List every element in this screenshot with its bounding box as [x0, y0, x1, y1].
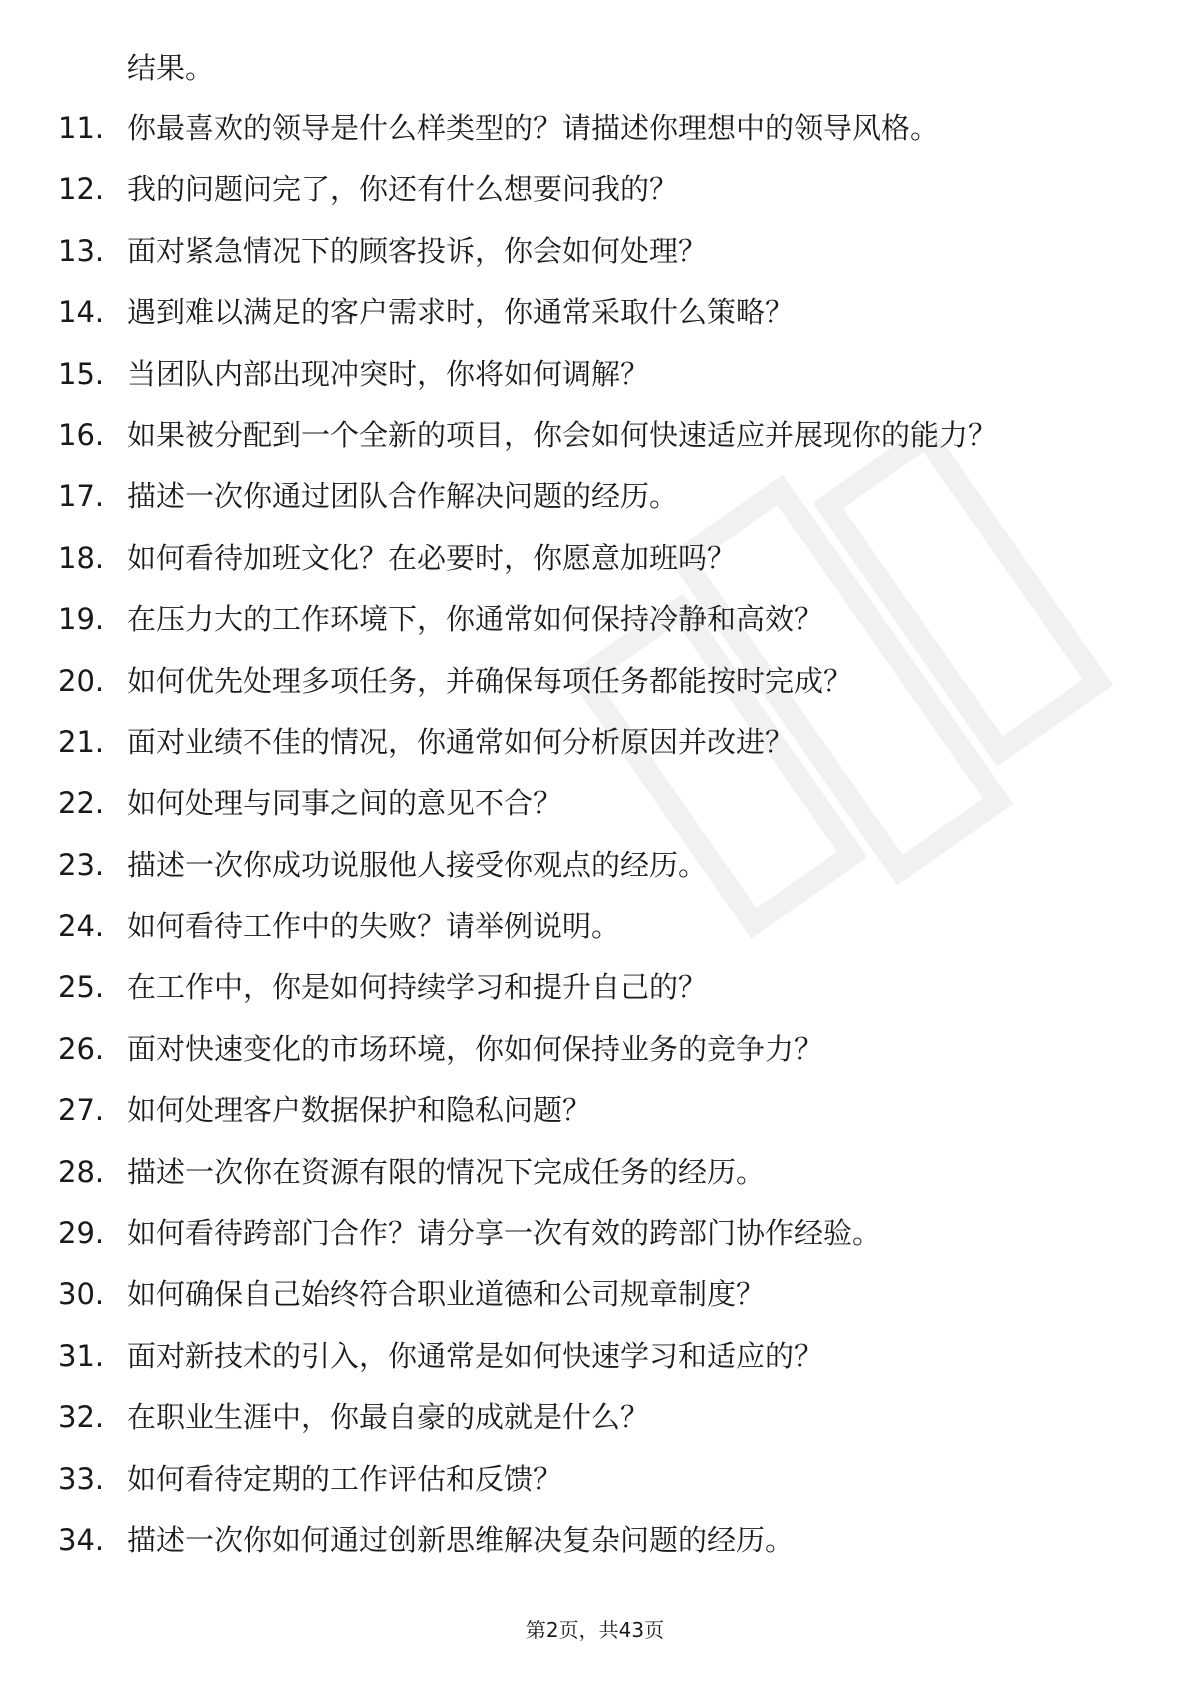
question-number: 19.: [58, 602, 105, 637]
question-number: 27.: [58, 1093, 105, 1128]
question-number: 33.: [58, 1461, 105, 1496]
question-text: 面对业绩不佳的情况，你通常如何分析原因并改进？: [127, 724, 795, 759]
question-number: 14.: [58, 295, 105, 330]
question-text: 如何优先处理多项任务，并确保每项任务都能按时完成？: [127, 663, 853, 698]
question-text: 在职业生涯中，你最自豪的成就是什么？: [127, 1400, 650, 1435]
question-item: [0, 1336, 1190, 1376]
question-number: 18.: [58, 540, 105, 575]
question-number: 29.: [58, 1216, 105, 1251]
question-number: 30.: [58, 1277, 105, 1312]
question-text: 如何看待工作中的失败？请举例说明。: [127, 909, 621, 944]
question-item: [0, 1520, 1190, 1560]
question-number: 21.: [58, 724, 105, 759]
question-item: [0, 108, 1190, 148]
question-item: [0, 722, 1190, 762]
question-text: 描述一次你如何通过创新思维解决复杂问题的经历。: [127, 1522, 795, 1557]
question-item: [0, 967, 1190, 1007]
question-text: 面对紧急情况下的顾客投诉，你会如何处理？: [127, 233, 708, 268]
question-text: 描述一次你在资源有限的情况下完成任务的经历。: [127, 1154, 766, 1189]
question-number: 23.: [58, 847, 105, 882]
question-text: 如何处理与同事之间的意见不合？: [127, 786, 563, 821]
question-item: [0, 661, 1190, 701]
question-number: 11.: [58, 111, 105, 145]
question-text: 如何处理客户数据保护和隐私问题？: [127, 1093, 592, 1128]
question-number: 34.: [58, 1522, 105, 1557]
question-number: 15.: [58, 356, 105, 391]
question-item: [0, 599, 1190, 639]
question-text: 在工作中，你是如何持续学习和提升自己的？: [127, 970, 708, 1005]
question-text: 面对快速变化的市场环境，你如何保持业务的竞争力？: [127, 1031, 824, 1066]
question-item: [0, 1213, 1190, 1253]
question-number: 13.: [58, 233, 105, 268]
question-text: 描述一次你成功说服他人接受你观点的经历。: [127, 847, 708, 882]
question-number: 22.: [58, 786, 105, 821]
question-item: [0, 476, 1190, 516]
question-item: [0, 1090, 1190, 1130]
question-number: 12.: [58, 172, 105, 207]
question-number: 32.: [58, 1400, 105, 1435]
question-item: [0, 231, 1190, 271]
question-number: 24.: [58, 909, 105, 944]
question-number: 16.: [58, 417, 105, 452]
question-text: 面对新技术的引入，你通常是如何快速学习和适应的？: [127, 1338, 824, 1373]
question-text: 描述一次你通过团队合作解决问题的经历。: [127, 479, 679, 514]
question-list: [0, 108, 1190, 1581]
question-text: 如果被分配到一个全新的项目，你会如何快速适应并展现你的能力？: [127, 417, 998, 452]
question-item: [0, 1274, 1190, 1314]
question-number: 28.: [58, 1154, 105, 1189]
question-number: 31.: [58, 1338, 105, 1373]
continuation-text: 结果。: [127, 51, 215, 85]
question-item: [0, 906, 1190, 946]
question-item: [0, 1029, 1190, 1069]
question-text: 遇到难以满足的客户需求时，你通常采取什么策略？: [127, 295, 795, 330]
question-item: [0, 415, 1190, 455]
question-item: [0, 292, 1190, 332]
question-text: 在压力大的工作环境下，你通常如何保持冷静和高效？: [127, 602, 824, 637]
question-item: [0, 1152, 1190, 1192]
question-text: 我的问题问完了，你还有什么想要问我的？: [127, 172, 679, 207]
question-text: 如何看待加班文化？在必要时，你愿意加班吗？: [127, 540, 737, 575]
question-number: 26.: [58, 1031, 105, 1066]
question-text: 如何看待定期的工作评估和反馈？: [127, 1461, 563, 1496]
question-number: 17.: [58, 479, 105, 514]
question-item: [0, 354, 1190, 394]
question-text: 如何看待跨部门合作？请分享一次有效的跨部门协作经验。: [127, 1216, 882, 1251]
question-number: 20.: [58, 663, 105, 698]
question-item: [0, 783, 1190, 823]
page-footer: 第2页，共43页: [525, 1618, 665, 1642]
question-item: [0, 1397, 1190, 1437]
question-text: 如何确保自己始终符合职业道德和公司规章制度？: [127, 1277, 766, 1312]
question-item: [0, 538, 1190, 578]
question-item: [0, 845, 1190, 885]
question-text: 当团队内部出现冲突时，你将如何调解？: [127, 356, 650, 391]
question-item: [0, 169, 1190, 209]
question-number: 25.: [58, 970, 105, 1005]
question-text: 你最喜欢的领导是什么样类型的？请描述你理想中的领导风格。: [127, 111, 940, 145]
question-item: [0, 1459, 1190, 1499]
